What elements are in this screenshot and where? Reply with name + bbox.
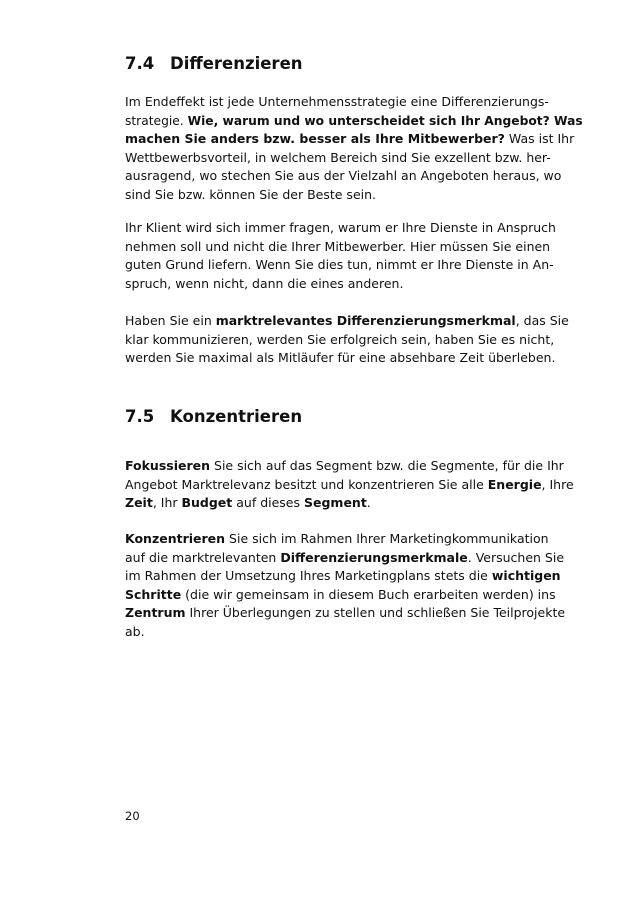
text-run: ab.	[125, 623, 145, 639]
text-line	[125, 457, 585, 476]
bold-text: wichtigen	[491, 568, 561, 584]
section-heading	[125, 53, 303, 75]
paragraph	[125, 457, 585, 513]
text-run: (die wir gemeinsam in diesem Buch erarbeiten werden) ins	[181, 586, 556, 602]
text-run: sind Sie bzw. können Sie der Beste sein.	[125, 186, 377, 202]
text-line	[125, 604, 585, 623]
text-line	[125, 312, 585, 331]
text-run: im Rahmen der Umsetzung Ihres Marketingplans stets die	[125, 568, 492, 584]
text-line	[125, 494, 585, 513]
text-line	[125, 530, 585, 549]
text-run: Was ist Ihr	[504, 131, 575, 147]
text-run: . Versuchen Sie	[467, 549, 565, 565]
paragraph	[125, 312, 585, 368]
bold-text: Segment	[303, 495, 367, 511]
text-line	[125, 186, 585, 205]
text-line	[125, 238, 585, 257]
text-line	[125, 149, 585, 168]
text-line	[125, 476, 585, 495]
text-run: guten Grund liefern. Wenn Sie dies tun, nimmt er Ihre Dienste in An-	[125, 257, 554, 273]
text-line	[125, 256, 585, 275]
text-line	[125, 130, 585, 149]
text-line	[125, 275, 585, 294]
text-run: Im Endeffekt ist jede Unternehmensstrategie eine Differenzierungs-	[125, 94, 549, 109]
text-run: ausragend, wo stechen Sie aus der Vielzahl an Angeboten heraus, wo	[125, 168, 562, 184]
paragraph	[125, 93, 585, 205]
text-line	[125, 349, 585, 368]
bold-text: Wie, warum und wo unterscheidet sich Ihr Angebot? Was	[187, 113, 583, 128]
page-number: 20	[125, 809, 140, 823]
text-line	[125, 331, 585, 350]
text-run: nehmen soll und nicht die Ihrer Mitbewerber. Hier müssen Sie einen	[125, 238, 551, 254]
bold-text: Budget	[181, 495, 233, 511]
text-run: auf dieses	[232, 495, 304, 511]
section-number: 7.5	[125, 407, 155, 426]
text-run: , das Sie	[515, 313, 569, 328]
text-run: , Ihre	[541, 476, 574, 492]
text-line	[125, 167, 585, 186]
section-heading	[125, 406, 302, 428]
text-run: Ihr Klient wird sich immer fragen, warum er Ihre Dienste in Anspruch	[125, 220, 556, 235]
text-run: Wettbewerbsvorteil, in welchem Bereich sind Sie exzellent bzw. her-	[125, 149, 551, 165]
text-line	[125, 586, 585, 605]
text-line	[125, 567, 585, 586]
paragraph	[125, 530, 585, 642]
text-run: werden Sie maximal als Mitläufer für eine absehbare Zeit überleben.	[125, 350, 556, 366]
text-run: klar kommunizieren, werden Sie erfolgreich sein, haben Sie es nicht,	[125, 331, 555, 347]
text-run: Angebot Marktrelevanz besitzt und konzentrieren Sie alle	[125, 476, 488, 492]
bold-text: Fokussieren	[125, 458, 211, 473]
text-line	[125, 112, 585, 131]
text-run: , Ihr	[152, 495, 182, 511]
bold-text: Differenzierungsmerkmale	[280, 549, 468, 565]
bold-text: Zentrum	[125, 605, 186, 621]
text-run: strategie.	[125, 113, 188, 128]
text-line	[125, 549, 585, 568]
section-title: Konzentrieren	[170, 407, 303, 426]
text-run: Sie sich im Rahmen Ihrer Marketingkommunikation	[225, 531, 549, 546]
text-run: Sie sich auf das Segment bzw. die Segmente, für die Ihr	[210, 458, 564, 473]
text-run: .	[366, 495, 371, 511]
text-line	[125, 93, 585, 112]
bold-text: machen Sie anders bzw. besser als Ihre Mitbewerber?	[125, 131, 505, 147]
text-line	[125, 219, 585, 238]
section-title: Differenzieren	[170, 54, 303, 73]
text-run: auf die marktrelevanten	[125, 549, 281, 565]
text-run: Haben Sie ein	[125, 313, 216, 328]
bold-text: Zeit	[125, 495, 153, 511]
section-number: 7.4	[125, 54, 155, 73]
text-line	[125, 623, 585, 642]
bold-text: Konzentrieren	[125, 531, 226, 546]
text-run: Ihrer Überlegungen zu stellen und schließen Sie Teilprojekte	[185, 605, 566, 621]
bold-text: Schritte	[125, 586, 182, 602]
text-run: spruch, wenn nicht, dann die eines anderen.	[125, 275, 404, 291]
bold-text: marktrelevantes Differenzierungsmerkmal	[215, 313, 516, 328]
bold-text: Energie	[487, 476, 542, 492]
paragraph	[125, 219, 585, 293]
